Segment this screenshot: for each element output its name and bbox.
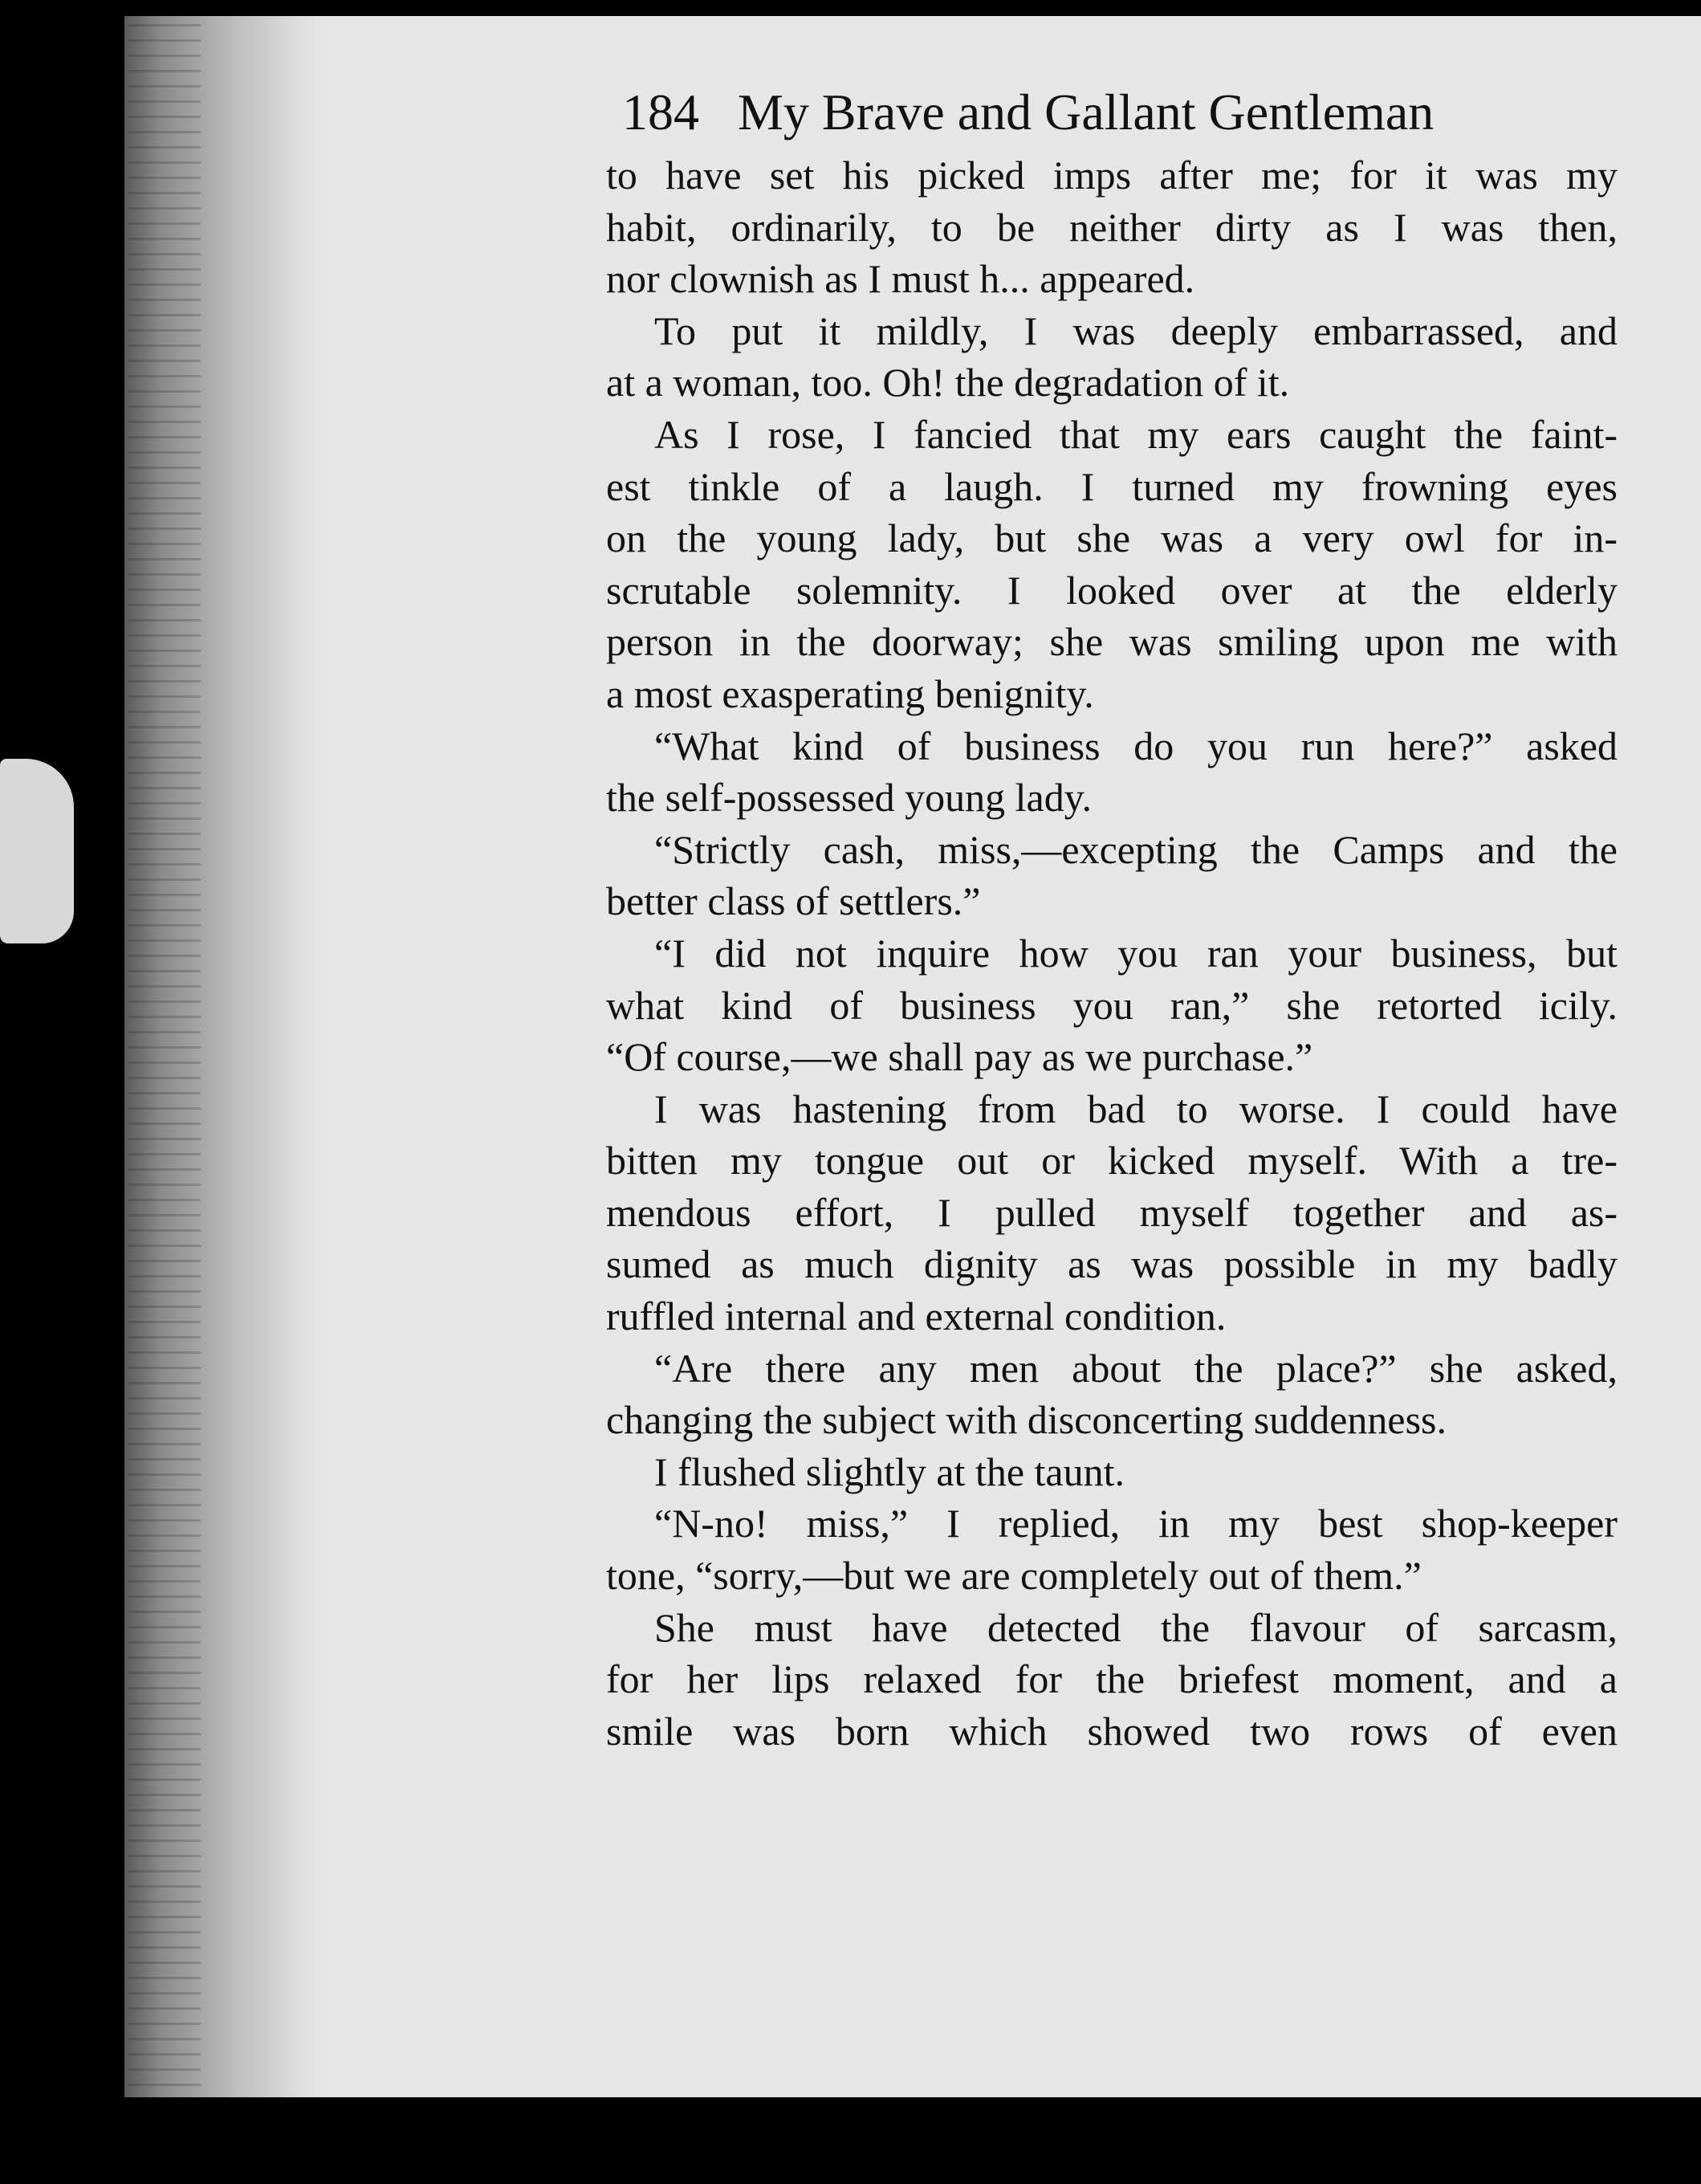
text-line: person in the doorway; she was smiling upon me with bbox=[606, 619, 1618, 665]
text-line: on the young lady, but she was a very owl for in- bbox=[606, 515, 1618, 561]
text-line: bitten my tongue out or kicked myself. With a tre- bbox=[606, 1138, 1618, 1184]
text-line: mendous effort, I pulled myself together and as- bbox=[606, 1189, 1618, 1235]
text-line: scrutable solemnity. I looked over at the elderly bbox=[606, 567, 1618, 613]
text-line: I flushed slightly at the taunt. bbox=[654, 1449, 1125, 1494]
scan-background-bottom bbox=[124, 2097, 1701, 2184]
text-line: what kind of business you ran,” she retorted icily. bbox=[606, 982, 1618, 1028]
text-line: “Are there any men about the place?” she asked, bbox=[654, 1345, 1618, 1391]
text-line: She must have detected the flavour of sarcasm, bbox=[654, 1604, 1618, 1650]
text-line: smile was born which showed two rows of even bbox=[606, 1708, 1618, 1754]
text-line: tone, “sorry,—but we are completely out of them.” bbox=[606, 1553, 1422, 1599]
torn-paper-scrap bbox=[0, 759, 74, 943]
text-line: “I did not inquire how you ran your business, but bbox=[654, 930, 1618, 976]
text-line: “Of course,—we shall pay as we purchase.” bbox=[606, 1034, 1313, 1080]
text-line: ruffled internal and external condition. bbox=[606, 1294, 1227, 1339]
text-line: habit, ordinarily, to be neither dirty as I was then, bbox=[606, 204, 1618, 250]
text-line: for her lips relaxed for the briefest moment, and a bbox=[606, 1656, 1618, 1702]
text-line: To put it mildly, I was deeply embarrassed, and bbox=[654, 308, 1618, 353]
page-text-block bbox=[606, 80, 1618, 1757]
text-line: better class of settlers.” bbox=[606, 878, 981, 924]
book-title: My Brave and Gallant Gentleman bbox=[738, 84, 1434, 141]
running-head bbox=[622, 80, 1605, 145]
text-line: at a woman, too. Oh! the degradation of it. bbox=[606, 360, 1290, 405]
body-text bbox=[606, 149, 1618, 1757]
text-line: nor clownish as I must h... appeared. bbox=[606, 256, 1195, 302]
page-number: 184 bbox=[622, 84, 699, 141]
text-line: to have set his picked imps after me; for it was my bbox=[606, 153, 1618, 198]
text-line: “What kind of business do you run here?” asked bbox=[654, 723, 1618, 768]
text-line: “N-no! miss,” I replied, in my best shop-keeper bbox=[654, 1501, 1618, 1546]
text-line: As I rose, I fancied that my ears caught the faint- bbox=[654, 411, 1618, 457]
page-edge-texture bbox=[128, 24, 201, 2112]
text-line: changing the subject with disconcerting suddenness. bbox=[606, 1397, 1447, 1443]
text-line: est tinkle of a laugh. I turned my frowning eyes bbox=[606, 463, 1618, 509]
text-line: sumed as much dignity as was possible in my badly bbox=[606, 1241, 1618, 1287]
text-line: the self-possessed young lady. bbox=[606, 775, 1092, 821]
text-line: “Strictly cash, miss,—excepting the Camps and the bbox=[654, 826, 1618, 872]
scan-background-left bbox=[0, 0, 124, 2184]
text-line: I was hastening from bad to worse. I could have bbox=[654, 1086, 1618, 1131]
text-line: a most exasperating benignity. bbox=[606, 670, 1094, 716]
